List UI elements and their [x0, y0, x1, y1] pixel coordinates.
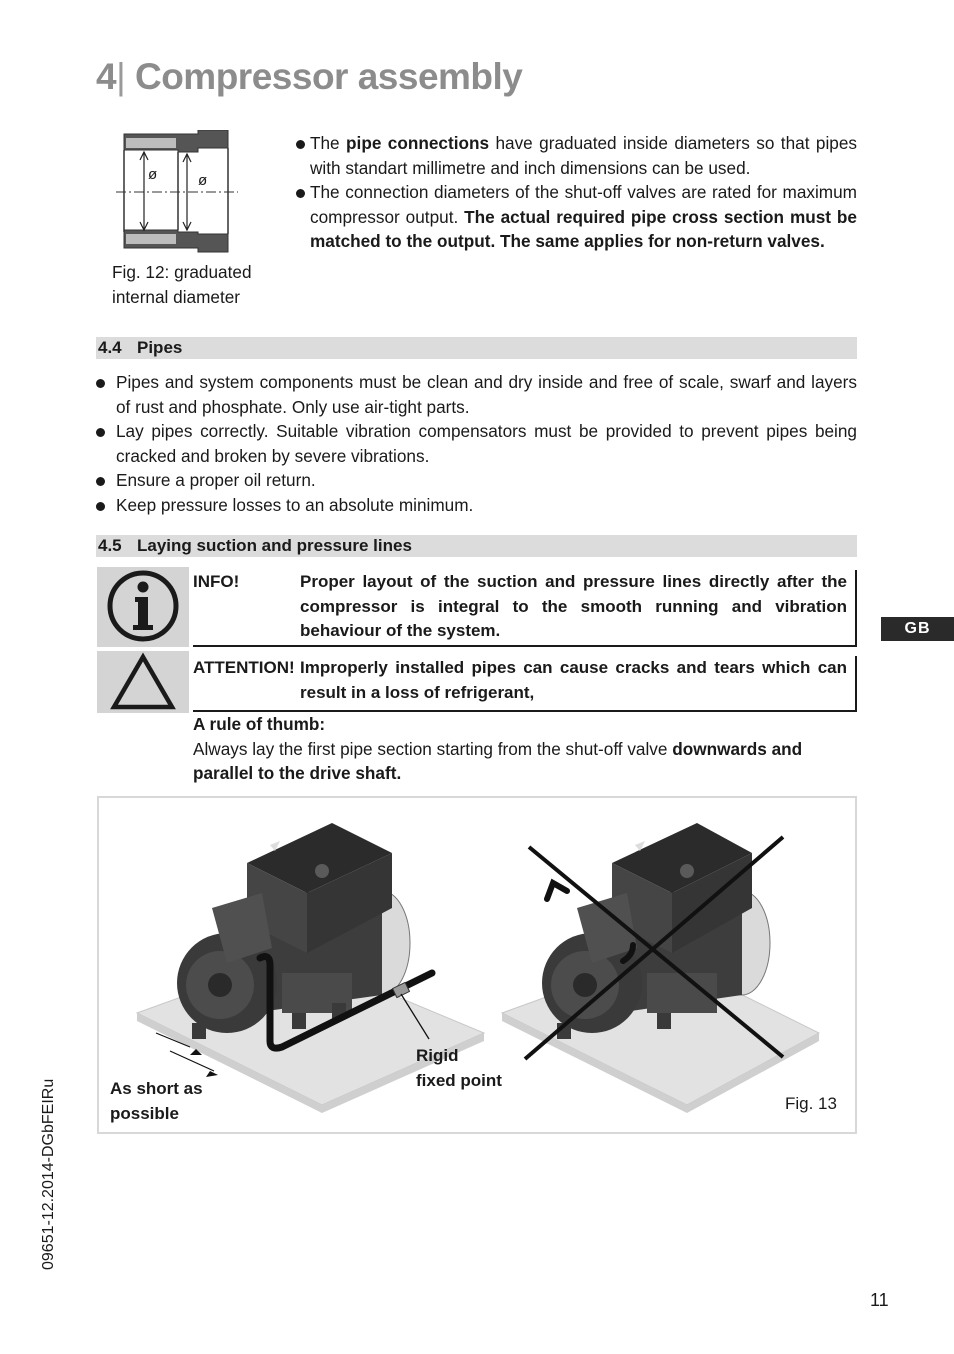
fig13-frame [97, 796, 857, 1134]
attention-label: ATTENTION! [193, 658, 295, 677]
rule-of-thumb-heading: A rule of thumb: [193, 714, 326, 734]
fig13-label-as-short-as-possible: As short as possible [110, 1079, 203, 1123]
cross-section-requirement: The actual required pipe cross section must be matched to the output. The same applies for non-return valves. [310, 206, 857, 251]
document-code: 09651-12.2014-DGbFEIRu [40, 1078, 57, 1270]
fig12-caption-line2: internal diameter [112, 286, 241, 307]
fig12-caption [112, 260, 282, 309]
list-item: Pipes and system components must be clean and dry inside and free of scale, swarf and layers of rust and phosphate. Only use air-tight parts. [96, 370, 857, 419]
chapter-title [96, 56, 522, 98]
fig13-caption: Fig. 13 [785, 1094, 837, 1113]
info-text: Proper layout of the suction and pressure lines directly after the compressor is integral to the smooth running and vibration behaviour of the system. [300, 572, 847, 640]
intro-bullet-connection-diameters: The connection diameters of the shut-off valves are rated for maximum compressor output. The actual required pipe cross section must be matched to the output. The same applies for non-return valves. [296, 180, 857, 254]
pipes-bullet-list [96, 370, 857, 517]
chapter-title-text: Compressor assembly [134, 56, 523, 97]
list-item: Keep pressure losses to an absolute minimum. [96, 493, 857, 518]
info-notice-box [193, 570, 857, 647]
fig12-caption-line1: Fig. 12: graduated [112, 262, 252, 282]
section-number: 4.5 [98, 536, 122, 555]
warning-triangle-icon [97, 651, 189, 713]
chapter-separator: | [116, 56, 126, 97]
intro-bullet-pipe-connections: The pipe connections have graduated inside diameters so that pipes with standart millimetre and inch dimensions can be used. [296, 131, 857, 180]
warning-icon-panel [97, 651, 189, 713]
chapter-number: 4 [96, 56, 117, 97]
info-icon [97, 567, 189, 647]
language-tab-gb: GB [881, 617, 954, 641]
rule-of-thumb [193, 712, 857, 786]
section-title: Laying suction and pressure lines [137, 536, 412, 555]
graduated-pipe-drawing [112, 130, 242, 255]
section-number: 4.4 [98, 338, 122, 357]
section-heading-pipes [96, 337, 857, 359]
page-number: 11 [870, 1290, 889, 1310]
section-title: Pipes [137, 338, 183, 357]
fig13-label-rigid-fixed-point: Rigid fixed point [416, 1046, 502, 1090]
attention-text: Improperly installed pipes can cause cracks and tears which can result in a loss of refrigerant, [300, 658, 847, 702]
fig12-diameter-symbol-right: ø [198, 172, 208, 189]
list-item: Lay pipes correctly. Suitable vibration compensators must be provided to prevent pipes being cracked and broken by severe vibrations. [96, 419, 857, 468]
info-label: INFO! [193, 572, 240, 591]
info-icon-panel [97, 567, 189, 647]
intro-bullet-list [296, 131, 857, 254]
fig12-pipe-diagram [112, 130, 242, 255]
section-heading-laying-lines [96, 535, 857, 557]
compressor-wrong-installation-illustration [497, 813, 822, 1113]
attention-notice-box [193, 656, 857, 712]
rule-of-thumb-text: Always lay the first pipe section starting from the shut-off valve downwards and parallel to the drive shaft. [193, 738, 803, 783]
list-item: Ensure a proper oil return. [96, 468, 857, 493]
rule-of-thumb-emphasis: downwards and parallel to the drive shaft. [193, 738, 803, 783]
pipe-connections-term: pipe connections [346, 133, 490, 153]
fig12-diameter-symbol-left: ø [148, 166, 158, 183]
